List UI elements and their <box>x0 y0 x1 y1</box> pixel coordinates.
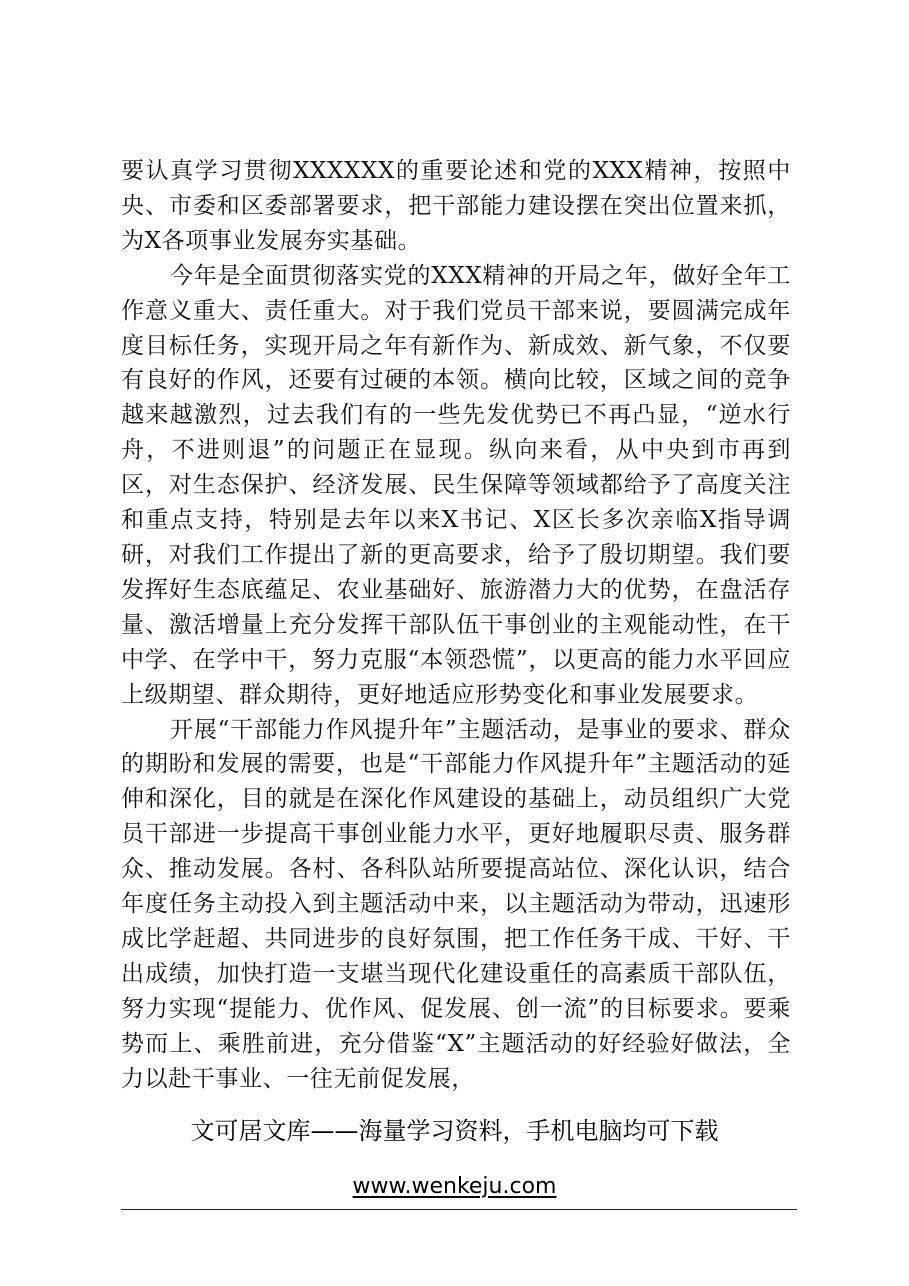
website-link[interactable]: www.wenkeju.com <box>352 1174 557 1199</box>
paragraph-3: 开展“干部能力作风提升年”主题活动，是事业的要求、群众的期盼和发展的需要，也是“干部能力作风提升年”主题活动的延伸和深化，目的就是在深化作风建设的基础上，动员组织广大党员干部进一步提高干事创业能力水平，更好地履职尽责、服务群众、推动发展。各村、各科队站所要提高站位、深化认识，结合年度任务主动投入到主题活动中来，以主题活动为带动，迅速形成比学赶超、共同进步的良好氛围，把工作任务干成、干好、干出成绩，加快打造一支堪当现代化建设重任的高素质干部队伍，努力实现“提能力、优作风、促发展、创一流”的目标要求。要乘势而上、乘胜前进，充分借鉴“X”主题活动的好经验好做法，全力以赴干事业、一往无前促发展， <box>121 716 791 1092</box>
paragraph-1: 要认真学习贯彻XXXXXX的重要论述和党的XXX精神，按照中央、市委和区委部署要求，把干部能力建设摆在突出位置来抓，为X各项事业发展夯实基础。 <box>121 158 791 254</box>
footer-divider <box>121 1209 797 1210</box>
footer-title: 文可居文库——海量学习资料，手机电脑均可下载 <box>190 1117 719 1145</box>
document-body <box>121 154 791 1096</box>
footer-link-container <box>0 1172 909 1202</box>
paragraph-2: 今年是全面贯彻落实党的XXX精神的开局之年，做好全年工作意义重大、责任重大。对于我们党员干部来说，要圆满完成年度目标任务，实现开局之年有新作为、新成效、新气象，不仅要有良好的作风，还要有过硬的本领。横向比较，区域之间的竞争越来越激烈，过去我们有的一些先发优势已不再凸显，“逆水行舟，不进则退”的问题正在显现。纵向来看，从中央到市再到区，对生态保护、经济发展、民生保障等领域都给予了高度关注和重点支持，特别是去年以来X书记、X区长多次亲临X指导调研，对我们工作提出了新的更高要求，给予了殷切期望。我们要发挥好生态底蕴足、农业基础好、旅游潜力大的优势，在盘活存量、激活增量上充分发挥干部队伍干事创业的主观能动性，在干中学、在学中干，努力克服“本领恐慌”，以更高的能力水平回应上级期望、群众期待，更好地适应形势变化和事业发展要求。 <box>121 262 791 708</box>
